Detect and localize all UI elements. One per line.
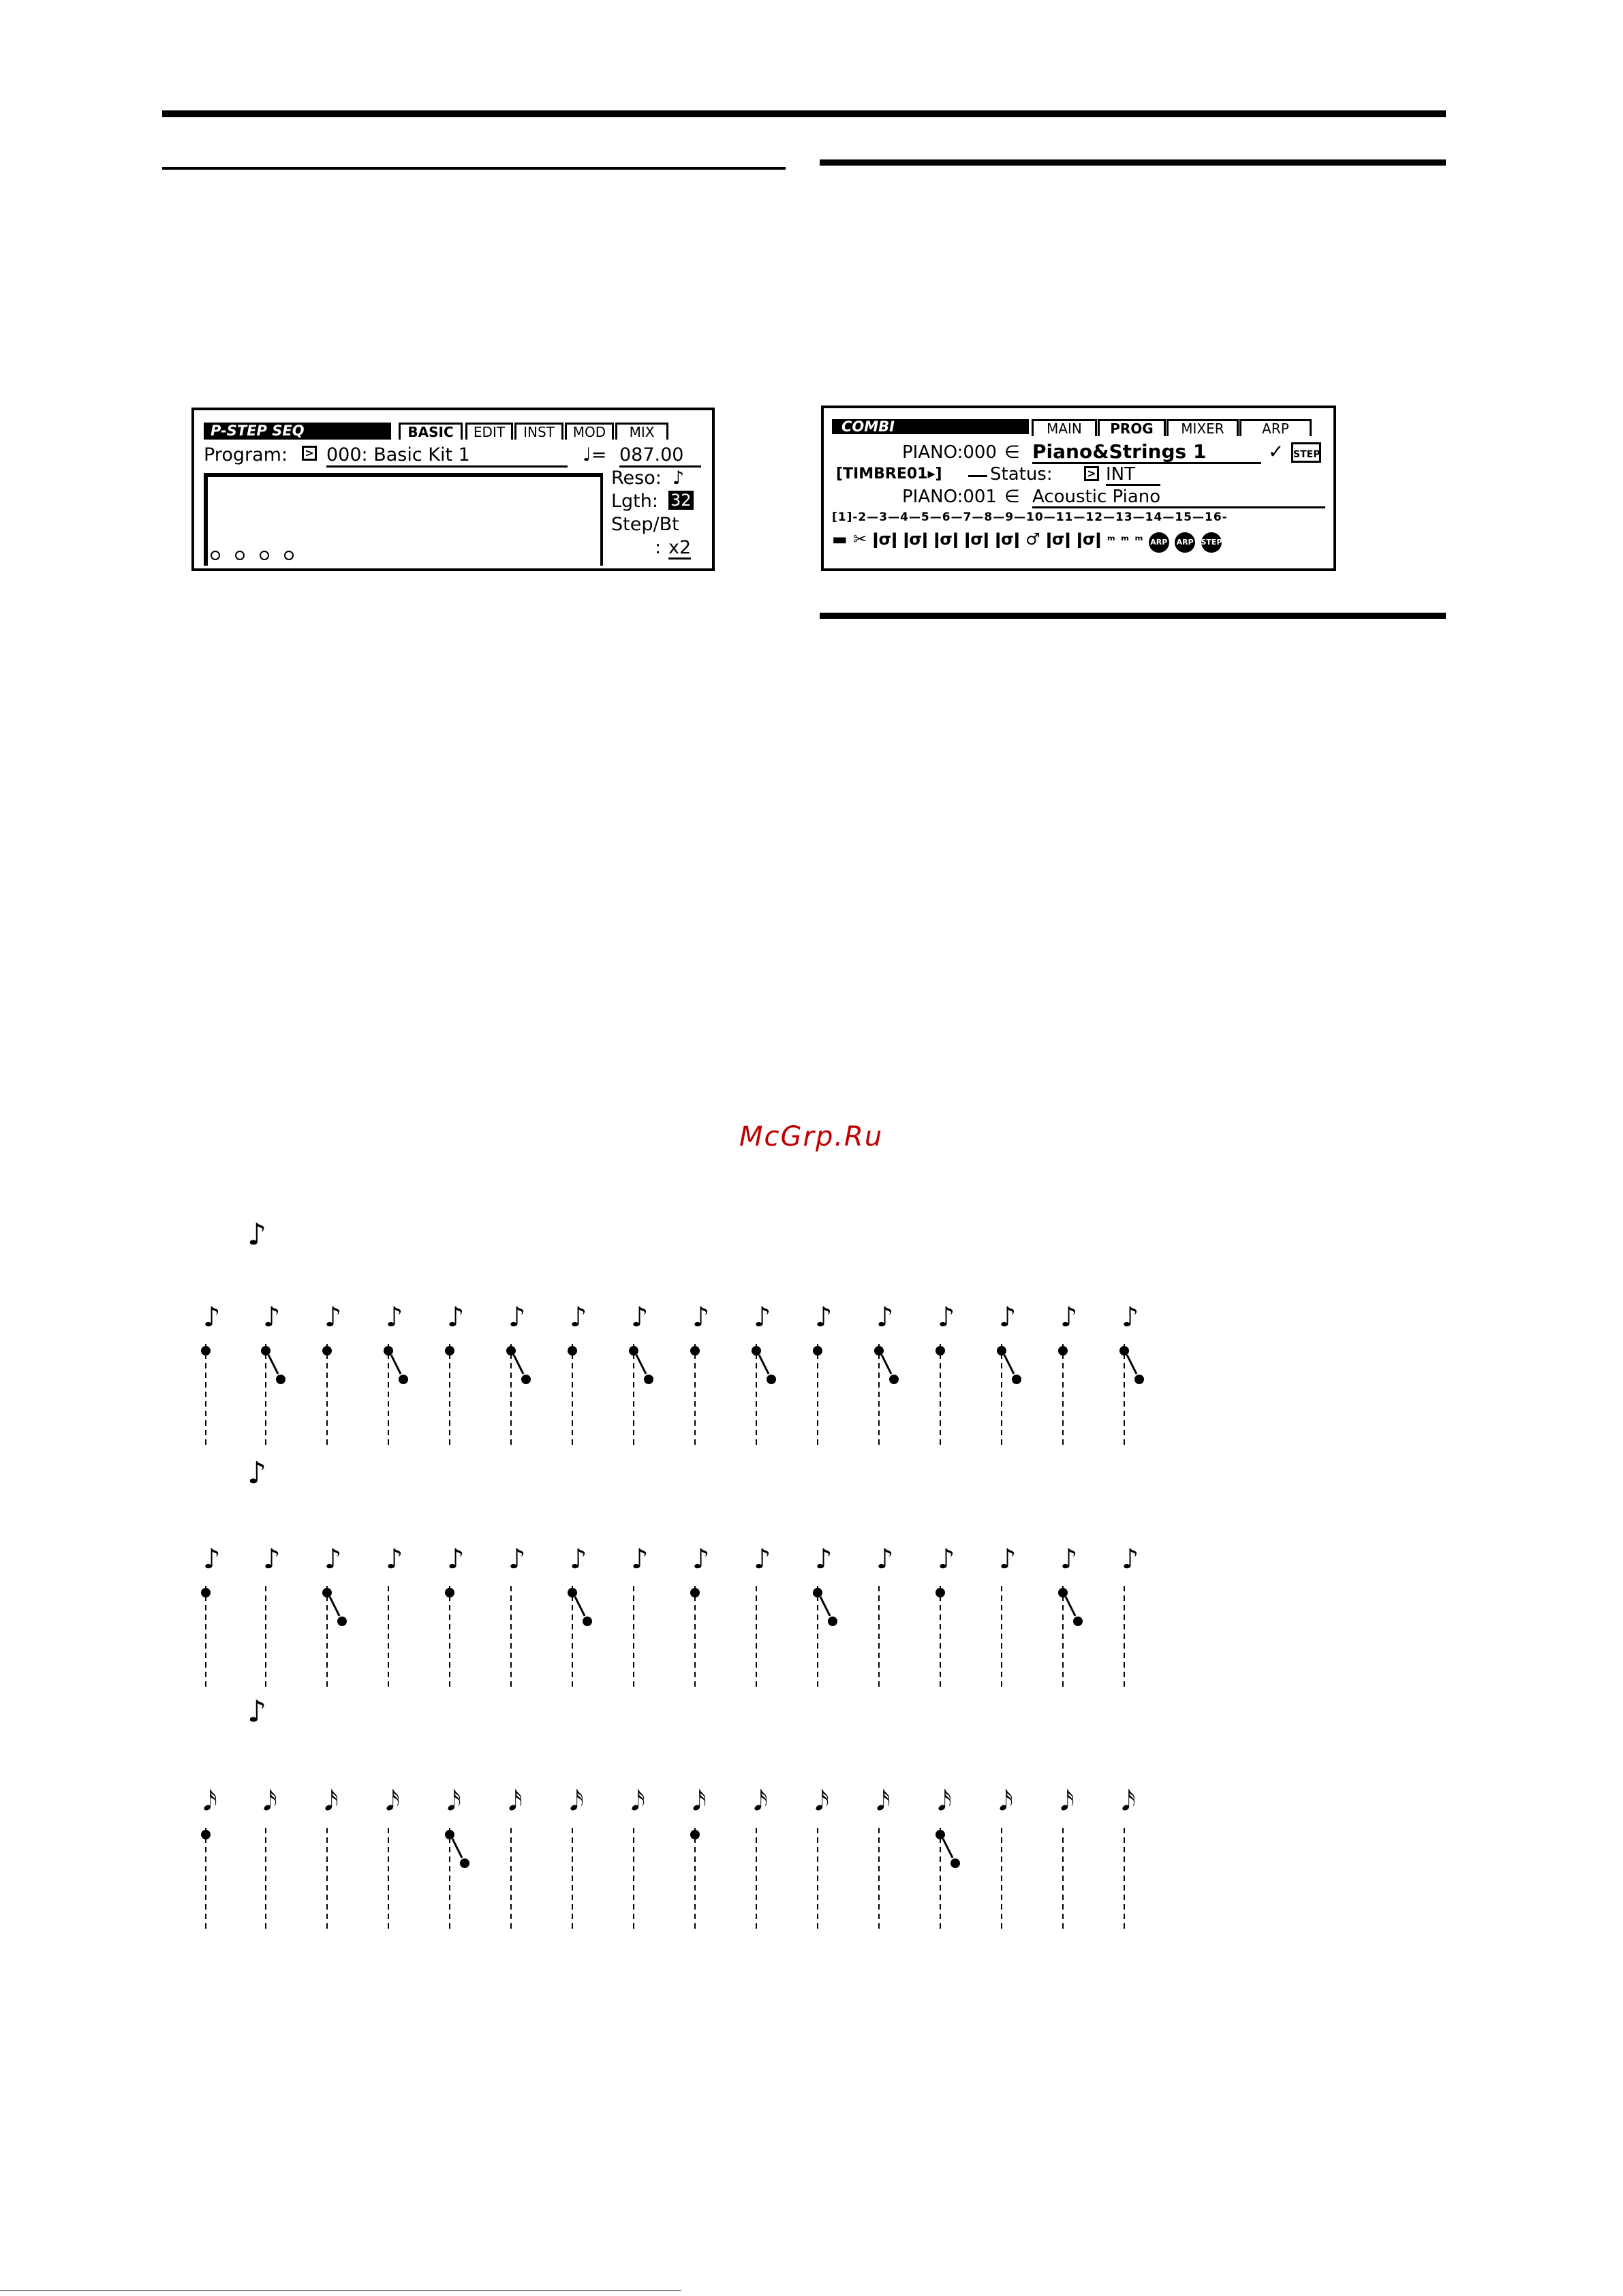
step-dot (211, 551, 220, 560)
note-glyph: ♪ (631, 1544, 649, 1575)
swing-arrow (575, 1597, 585, 1616)
step-dot (813, 1346, 822, 1356)
step-marker (201, 1302, 221, 1445)
swing-arrow (1127, 1355, 1137, 1374)
tempo-value[interactable]: 087.00 (619, 446, 701, 468)
step-marker (508, 1786, 523, 1929)
step-grid-area[interactable] (204, 473, 603, 566)
step-dot (752, 1346, 761, 1356)
shifted-step-dot (521, 1375, 531, 1384)
arp-icon: ARP (1175, 532, 1195, 553)
note-glyph: ♪ (1060, 1544, 1078, 1575)
tab-inst[interactable]: INST (514, 423, 563, 440)
stepbt-colon: : (655, 537, 662, 558)
step-marker (690, 1302, 710, 1445)
step-dot (384, 1346, 393, 1356)
tab-main[interactable]: MAIN (1032, 419, 1097, 436)
program-label: Program: (204, 444, 288, 465)
note-glyph: ♪ (692, 1302, 710, 1333)
note-glyph: ♪ (508, 1302, 526, 1333)
swing-arrow (268, 1355, 278, 1374)
step-marker (201, 1544, 221, 1687)
step-marker (754, 1544, 771, 1687)
step-dot (997, 1346, 1006, 1356)
m-icon: ᵐ (1107, 534, 1115, 548)
step-marker (631, 1544, 649, 1687)
step-marker (876, 1544, 894, 1687)
step-marker (936, 1544, 955, 1687)
step-dot (813, 1588, 822, 1597)
note-glyph: ♪ (999, 1544, 1017, 1575)
step-dot (261, 1346, 270, 1356)
note-glyph: 𝅘𝅥𝅯 (815, 1786, 829, 1817)
bank-icon: ∈ (1004, 442, 1020, 463)
shifted-step-dot (276, 1375, 285, 1384)
shifted-step-dot (1073, 1617, 1083, 1626)
step-marker (508, 1544, 526, 1687)
note-glyph: 𝅘𝅥𝅯 (508, 1786, 523, 1817)
step-dot (568, 1346, 577, 1356)
step-marker (936, 1302, 955, 1445)
step-marker (874, 1302, 899, 1445)
step-dot (284, 551, 294, 560)
note-glyph: ♪ (263, 1544, 281, 1575)
tab-edit[interactable]: EDIT (465, 423, 513, 440)
m-icon: ᵐ (1134, 534, 1143, 548)
tempo-symbol: ♩= (583, 444, 607, 465)
note-glyph: 𝅘𝅥𝅯 (754, 1786, 768, 1817)
left-column-rule (162, 167, 786, 170)
note-glyph: 𝅘𝅥𝅯 (631, 1786, 645, 1817)
step-marker (813, 1544, 837, 1687)
timbre-label: [TIMBRE01▸] (836, 465, 942, 483)
note-glyph: ♪ (754, 1302, 771, 1333)
note-glyph: ♪ (815, 1302, 833, 1333)
step-icon: STEP (1201, 532, 1222, 553)
step-marker (1058, 1302, 1078, 1445)
note-glyph: 𝅘𝅥𝅯 (263, 1786, 277, 1817)
step-dot (260, 551, 269, 560)
swing-arrow (1004, 1355, 1014, 1374)
step-dot (690, 1830, 700, 1839)
step-marker (690, 1786, 707, 1929)
program-popup-icon[interactable]: > (302, 446, 317, 461)
note-glyph: ♪ (324, 1544, 342, 1575)
note-glyph: ♪ (386, 1302, 403, 1333)
row1-prefix: PIANO:000 (902, 442, 997, 463)
step-marker (813, 1302, 833, 1445)
note-glyph: 𝅘𝅥𝅯 (692, 1786, 707, 1817)
step-dot (936, 1588, 945, 1597)
reso-label: Reso: (611, 468, 662, 489)
timbre-icon-row (832, 530, 1323, 554)
tab-prog[interactable]: PROG (1098, 419, 1166, 436)
note-glyph: ♪ (1122, 1544, 1139, 1575)
step-marker (322, 1302, 342, 1445)
note-glyph: ♪ (447, 1544, 465, 1575)
drum-icon: ǀσǀ (995, 530, 1020, 549)
step-dot (201, 1830, 211, 1839)
piano-icon: ▬ (832, 530, 848, 549)
note-glyph: ♪ (938, 1302, 955, 1333)
top-page-rule (162, 110, 1446, 117)
step-marker (570, 1786, 584, 1929)
stepbt-value[interactable]: x2 (668, 537, 692, 558)
drum-icon: ǀσǀ (964, 530, 989, 549)
step-marker (999, 1786, 1013, 1929)
shifted-step-dot (1012, 1375, 1021, 1384)
step-marker (568, 1302, 587, 1445)
swing-arrow (330, 1597, 339, 1616)
bank-icon-2: ∈ (1004, 487, 1020, 507)
step-dot (629, 1346, 638, 1356)
step-marker (876, 1786, 891, 1929)
tab-mod[interactable]: MOD (565, 423, 614, 440)
step-marker (1119, 1302, 1144, 1445)
shifted-step-dot (583, 1617, 592, 1626)
step-marker (263, 1544, 281, 1687)
scissors-icon: ✂ (853, 530, 867, 549)
right-column-rule-bottom (820, 613, 1446, 619)
step-dot (1119, 1346, 1129, 1356)
program-value[interactable]: 000: Basic Kit 1 (326, 446, 568, 468)
note-glyph: 𝅘𝅥𝅯 (203, 1786, 217, 1817)
lgth-value[interactable]: 32 (668, 491, 694, 510)
step-dot (568, 1588, 577, 1597)
note-glyph: ♪ (999, 1302, 1017, 1333)
tab-arp[interactable]: ARP (1239, 419, 1312, 436)
swing-arrow (943, 1839, 953, 1858)
note-glyph: 𝅘𝅥𝅯 (999, 1786, 1013, 1817)
section-note-2: ♪ (247, 1456, 267, 1490)
swing-arrow (514, 1355, 523, 1374)
note-glyph: 𝅘𝅥𝅯 (324, 1786, 339, 1817)
step-dot (690, 1588, 700, 1597)
note-glyph: 𝅘𝅥𝅯 (386, 1786, 400, 1817)
note-glyph: 𝅘𝅥𝅯 (938, 1786, 952, 1817)
combi-lcd-screen (821, 405, 1336, 571)
step-marker (568, 1544, 592, 1687)
note-glyph: ♪ (203, 1544, 221, 1575)
tab-mixer[interactable]: MIXER (1166, 419, 1239, 436)
note-glyph: ♪ (754, 1544, 771, 1575)
note-glyph: ♪ (570, 1544, 587, 1575)
row3-program-name[interactable]: Acoustic Piano (1032, 488, 1325, 508)
drum-icon: ǀσǀ (872, 530, 898, 549)
drum-icon: ǀσǀ (1046, 530, 1071, 549)
arp-icon: ARP (1149, 532, 1169, 553)
note-glyph: ♪ (1122, 1302, 1139, 1333)
step-marker (936, 1786, 960, 1929)
step-dot (936, 1346, 945, 1356)
shifted-step-dot (950, 1858, 960, 1868)
step-dot (874, 1346, 884, 1356)
step-dot (936, 1830, 945, 1839)
status-popup-icon[interactable]: > (1084, 466, 1099, 481)
shifted-step-dot (399, 1375, 408, 1384)
step-marker (261, 1302, 285, 1445)
note-glyph: ♪ (508, 1544, 526, 1575)
step-marker (754, 1786, 768, 1929)
guitar-icon: ♂ (1025, 530, 1040, 549)
step-dot (445, 1830, 454, 1839)
drum-icon: ǀσǀ (1076, 530, 1102, 549)
step-dot (690, 1346, 700, 1356)
swing-arrow (452, 1839, 462, 1858)
timbre-connector (968, 475, 987, 477)
step-marker (384, 1302, 408, 1445)
note-glyph: 𝅘𝅥𝅯 (1060, 1786, 1075, 1817)
step-marker (815, 1786, 829, 1929)
drum-icon: ǀσǀ (933, 530, 959, 549)
step-dot (506, 1346, 516, 1356)
note-glyph: ♪ (815, 1544, 833, 1575)
bottom-page-rule (0, 2290, 681, 2291)
pstep-title: P-STEP SEQ (204, 423, 391, 440)
swing-arrow (882, 1355, 891, 1374)
step-marker (629, 1302, 653, 1445)
stepbt-label: Step/Bt (611, 514, 679, 535)
step-marker (1122, 1786, 1136, 1929)
swing-arrow (636, 1355, 646, 1374)
shifted-step-dot (889, 1375, 899, 1384)
status-value[interactable]: INT (1106, 465, 1160, 486)
note-glyph: ♪ (570, 1302, 587, 1333)
section-note-3: ♪ (247, 1694, 267, 1729)
channel-strip: [1]-2—3—4—5—6—7—8—9—10—11—12—13—14—15—16- (832, 510, 1228, 524)
drum-icon: ǀσǀ (903, 530, 928, 549)
step-dot (201, 1588, 211, 1597)
step-marker (322, 1544, 347, 1687)
check-mark: ✓ (1268, 440, 1284, 463)
tab-basic[interactable]: BASIC (399, 423, 463, 440)
right-column-rule-top (820, 159, 1446, 166)
step-marker (506, 1302, 531, 1445)
step-dot (322, 1346, 332, 1356)
note-glyph: ♪ (324, 1302, 342, 1333)
step-marker (445, 1544, 465, 1687)
step-marker (1058, 1544, 1083, 1687)
note-glyph: ♪ (203, 1302, 221, 1333)
shifted-step-dot (767, 1375, 776, 1384)
note-glyph: ♪ (1060, 1302, 1078, 1333)
step-marker (201, 1786, 217, 1929)
step-marker (386, 1544, 403, 1687)
step-marker (631, 1786, 645, 1929)
row1-program-name[interactable]: Piano&Strings 1 (1032, 442, 1261, 464)
note-glyph: 𝅘𝅥𝅯 (1122, 1786, 1136, 1817)
step-dot (445, 1588, 454, 1597)
step-marker (386, 1786, 400, 1929)
watermark: McGrp.Ru (739, 1121, 884, 1152)
step-marker (1122, 1544, 1139, 1687)
note-glyph: ♪ (938, 1544, 955, 1575)
note-glyph: ♪ (876, 1544, 894, 1575)
step-dot (445, 1346, 454, 1356)
note-glyph: ♪ (876, 1302, 894, 1333)
row3-prefix: PIANO:001 (902, 487, 997, 507)
note-glyph: ♪ (386, 1544, 403, 1575)
step-dot (322, 1588, 332, 1597)
shifted-step-dot (460, 1858, 469, 1868)
step-marker (690, 1544, 710, 1687)
reso-value[interactable]: ♪ (673, 468, 685, 489)
note-glyph: ♪ (447, 1302, 465, 1333)
step-badge: STEP (1291, 442, 1321, 463)
step-dot (1058, 1346, 1068, 1356)
lgth-label: Lgth: (611, 491, 658, 512)
note-glyph: 𝅘𝅥𝅯 (876, 1786, 891, 1817)
pstep-lcd-screen (191, 408, 715, 571)
swing-arrow (759, 1355, 769, 1374)
combi-title: COMBI (832, 419, 1029, 434)
step-dot (1058, 1588, 1068, 1597)
section-note-1: ♪ (247, 1217, 267, 1252)
shifted-step-dot (1134, 1375, 1144, 1384)
shifted-step-dot (828, 1617, 837, 1626)
shifted-step-dot (644, 1375, 653, 1384)
step-marker (997, 1302, 1021, 1445)
step-marker (1060, 1786, 1075, 1929)
note-glyph: 𝅘𝅥𝅯 (570, 1786, 584, 1817)
swing-arrow (820, 1597, 830, 1616)
step-marker (445, 1302, 465, 1445)
note-glyph: ♪ (631, 1302, 649, 1333)
note-glyph: ♪ (692, 1544, 710, 1575)
step-dot (235, 551, 245, 560)
swing-arrow (391, 1355, 401, 1374)
step-dot (201, 1346, 211, 1356)
step-marker (324, 1786, 339, 1929)
step-marker (999, 1544, 1017, 1687)
tab-mix[interactable]: MIX (615, 423, 668, 440)
swing-arrow (1066, 1597, 1075, 1616)
shifted-step-dot (337, 1617, 347, 1626)
step-marker (752, 1302, 776, 1445)
m-icon: ᵐ (1121, 534, 1130, 548)
step-marker (263, 1786, 277, 1929)
status-label: Status: (990, 464, 1053, 485)
note-glyph: 𝅘𝅥𝅯 (447, 1786, 461, 1817)
step-marker (445, 1786, 469, 1929)
note-glyph: ♪ (263, 1302, 281, 1333)
